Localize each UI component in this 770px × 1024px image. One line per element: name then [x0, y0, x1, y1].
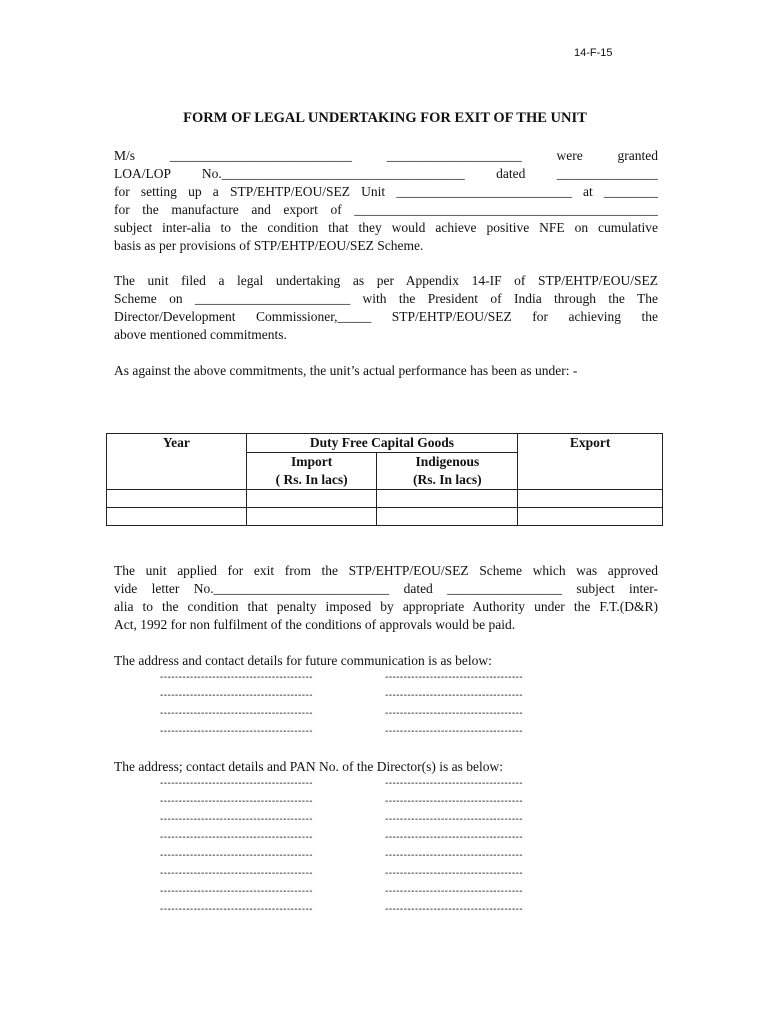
header-import-unit: ( Rs. In lacs) — [275, 472, 348, 487]
director-dash-line: ------------------------------------- — [385, 850, 524, 861]
director-dash-line: ----------------------------------------- — [160, 904, 313, 915]
table-cell — [518, 490, 663, 508]
para1-line5: subject inter-alia to the condition that they would achieve positive NFE on cumulative — [114, 220, 658, 235]
address-dash-line: ------------------------------------- — [385, 726, 524, 737]
table-cell — [246, 508, 377, 526]
director-dash-line: ----------------------------------------- — [160, 868, 313, 879]
table-cell — [107, 508, 247, 526]
director-dash-line: ------------------------------------- — [385, 886, 524, 897]
para2-line3: Director/Development Commissioner,_____ STP/EHTP/EOU/SEZ for achieving the — [114, 309, 658, 324]
header-import-label: Import — [290, 454, 333, 469]
director-dash-line: ----------------------------------------- — [160, 886, 313, 897]
address-dash-line: ------------------------------------- — [385, 690, 524, 701]
table-cell — [107, 490, 247, 508]
director-dash-line: ------------------------------------- — [385, 796, 524, 807]
form-code: 14-F-15 — [574, 47, 613, 59]
header-import — [246, 453, 377, 490]
table-cell — [246, 490, 377, 508]
address-dash-line: ----------------------------------------- — [160, 726, 313, 737]
director-dash-line: ------------------------------------- — [385, 814, 524, 825]
para4-line3: alia to the condition that penalty imposed by appropriate Authority under the F.T.(D&R) — [114, 599, 658, 614]
director-heading: The address; contact details and PAN No. of the Director(s) is as below: — [114, 759, 504, 774]
address-dash-line: ------------------------------------- — [385, 708, 524, 719]
table-header-row — [107, 434, 663, 453]
para1-line3: for setting up a STP/EHTP/EOU/SEZ Unit __________________________ at ________ — [114, 184, 658, 199]
director-dash-line: ----------------------------------------- — [160, 814, 313, 825]
director-dash-line: ------------------------------------- — [385, 868, 524, 879]
para1-line2: LOA/LOP No.____________________________________ dated _______________ — [114, 166, 658, 181]
director-dash-line: ------------------------------------- — [385, 778, 524, 789]
director-dash-line: ------------------------------------- — [385, 832, 524, 843]
address-dash-line: ----------------------------------------- — [160, 708, 313, 719]
para3-line: As against the above commitments, the unit’s actual performance has been as under: - — [114, 363, 578, 378]
header-indigenous — [377, 453, 518, 490]
header-duty-free: Duty Free Capital Goods — [246, 434, 518, 453]
para2-line4: above mentioned commitments. — [114, 327, 287, 342]
table-row — [107, 508, 663, 526]
table-cell — [377, 490, 518, 508]
table-cell — [518, 508, 663, 526]
para4-line1: The unit applied for exit from the STP/EHTP/EOU/SEZ Scheme which was approved — [114, 563, 658, 578]
header-indigenous-unit: (Rs. In lacs) — [413, 472, 482, 487]
address-dash-line: ------------------------------------- — [385, 672, 524, 683]
director-dash-line: ----------------------------------------- — [160, 796, 313, 807]
form-title: FORM OF LEGAL UNDERTAKING FOR EXIT OF THE UNIT — [183, 110, 587, 126]
para1-line6: basis as per provisions of STP/EHTP/EOU/SEZ Scheme. — [114, 238, 424, 253]
para4-line4: Act, 1992 for non fulfilment of the conditions of approvals would be paid. — [114, 617, 516, 632]
director-dash-line: ----------------------------------------- — [160, 850, 313, 861]
address-heading: The address and contact details for future communication is as below: — [114, 653, 492, 668]
table-cell — [377, 508, 518, 526]
address-dash-line: ----------------------------------------- — [160, 672, 313, 683]
para2-line2: Scheme on _______________________ with the President of India through the The — [114, 291, 658, 306]
header-export: Export — [518, 434, 663, 490]
address-dash-line: ----------------------------------------- — [160, 690, 313, 701]
director-dash-line: ----------------------------------------- — [160, 778, 313, 789]
header-indigenous-label: Indigenous — [415, 454, 480, 469]
para1-line4: for the manufacture and export of _____________________________________________ — [114, 202, 658, 217]
para2-line1: The unit filed a legal undertaking as per Appendix 14-IF of STP/EHTP/EOU/SEZ — [114, 273, 658, 288]
para1-line1: M/s ___________________________ ____________________ were granted — [114, 148, 658, 163]
director-dash-line: ----------------------------------------- — [160, 832, 313, 843]
header-year: Year — [107, 434, 247, 490]
performance-table — [106, 433, 663, 526]
para4-line2: vide letter No.__________________________ dated _________________ subject inter- — [114, 581, 658, 596]
director-dash-line: ------------------------------------- — [385, 904, 524, 915]
table-row — [107, 490, 663, 508]
